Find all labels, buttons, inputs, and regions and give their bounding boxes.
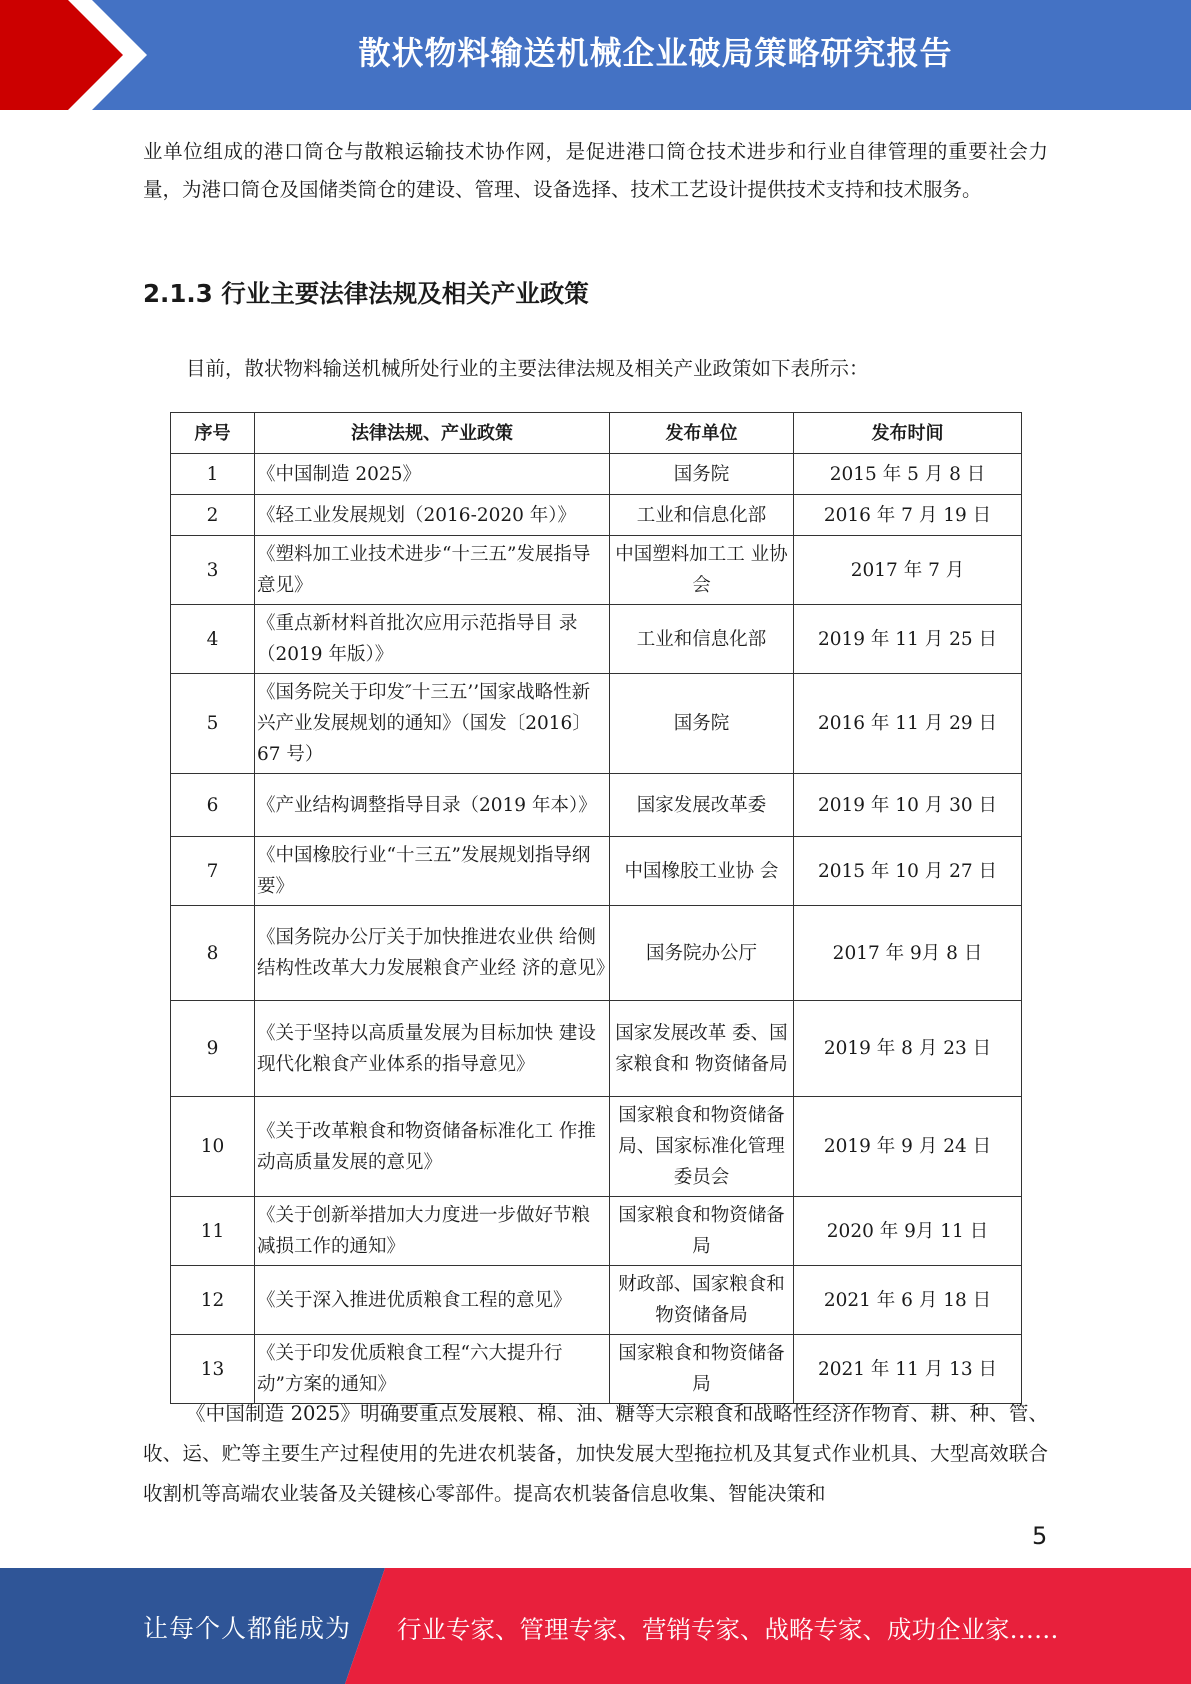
table-row: [171, 774, 1022, 837]
body-paragraph: 《中国制造 2025》明确要重点发展粮、棉、油、糖等大宗粮食和战略性经济作物育、耕、种、管、收、运、贮等主要生产过程使用的先进农机装备，加快发展大型拖拉机及其复式作业机具、大型高效联合收割机等高端农业装备及关键核心零部件。提高农机装备信息收集、智能决策和: [143, 1402, 1048, 1505]
header-policy: 法律法规、产业政策: [255, 413, 610, 454]
issue-date: 2020 年 9月 11 日: [794, 1197, 1022, 1266]
issuer: 国务院: [610, 674, 794, 774]
issue-date: 2019 年 11 月 25 日: [794, 605, 1022, 674]
issuer: 中国橡胶工业协 会: [610, 837, 794, 906]
issuer: 国家发展改革 委、国家粮食和 物资储备局: [610, 1001, 794, 1097]
page-header: [0, 0, 1191, 110]
issue-date: 2019 年 10 月 30 日: [794, 774, 1022, 837]
table-row: [171, 674, 1022, 774]
table-row: [171, 1266, 1022, 1335]
row-number: 3: [171, 536, 255, 605]
header-date: 发布时间: [794, 413, 1022, 454]
page-number: 5: [1032, 1522, 1048, 1550]
row-number: 4: [171, 605, 255, 674]
policy-name: 《中国制造 2025》: [255, 454, 610, 495]
issue-date: 2017 年 9月 8 日: [794, 906, 1022, 1001]
issuer: 工业和信息化部: [610, 495, 794, 536]
issuer: 国家粮食和物资储备局、国家标准化管理委员会: [610, 1097, 794, 1197]
issue-date: 2021 年 11 月 13 日: [794, 1335, 1022, 1404]
issue-date: 2016 年 7 月 19 日: [794, 495, 1022, 536]
issuer: 国家粮食和物资储备局: [610, 1335, 794, 1404]
row-number: 8: [171, 906, 255, 1001]
header-no: 序号: [171, 413, 255, 454]
policy-name: 《重点新材料首批次应用示范指导目 录（2019 年版）》: [255, 605, 610, 674]
table-row: [171, 495, 1022, 536]
issuer: 国家发展改革委: [610, 774, 794, 837]
row-number: 6: [171, 774, 255, 837]
row-number: 10: [171, 1097, 255, 1197]
policy-name: 《塑料加工业技术进步“十三五”发展指导意见》: [255, 536, 610, 605]
row-number: 2: [171, 495, 255, 536]
issuer: 国务院办公厅: [610, 906, 794, 1001]
policy-name: 《关于创新举措加大力度进一步做好节粮减损工作的通知》: [255, 1197, 610, 1266]
table-row: [171, 906, 1022, 1001]
issue-date: 2017 年 7 月: [794, 536, 1022, 605]
row-number: 11: [171, 1197, 255, 1266]
page-footer: [0, 1568, 1191, 1684]
issuer: 国务院: [610, 454, 794, 495]
policy-name: 《轻工业发展规划（2016-2020 年）》: [255, 495, 610, 536]
table-row: [171, 1097, 1022, 1197]
table-row: [171, 605, 1022, 674]
report-title: 散状物料输送机械企业破局策略研究报告: [358, 34, 953, 72]
table-row: [171, 837, 1022, 906]
issue-date: 2019 年 8 月 23 日: [794, 1001, 1022, 1097]
issuer: 财政部、国家粮食和物资储备局: [610, 1266, 794, 1335]
table-row: [171, 1197, 1022, 1266]
row-number: 12: [171, 1266, 255, 1335]
row-number: 7: [171, 837, 255, 906]
row-number: 13: [171, 1335, 255, 1404]
policy-name: 《关于印发优质粮食工程“六大提升行动”方案的通知》: [255, 1335, 610, 1404]
header-issuer: 发布单位: [610, 413, 794, 454]
policy-table: [170, 412, 1022, 1404]
table-intro: 目前，散状物料输送机械所处行业的主要法律法规及相关产业政策如下表所示：: [186, 357, 869, 380]
issuer: 工业和信息化部: [610, 605, 794, 674]
policy-name: 《国务院关于印发″十三五’’国家战略性新兴产业发展规划的通知》（国发〔2016〕 67 号）: [255, 674, 610, 774]
issuer: 中国塑料加工工 业协会: [610, 536, 794, 605]
section-heading: 2.1.3 行业主要法律法规及相关产业政策: [143, 279, 589, 308]
footer-slogan-lead: 让每个人都能成为: [143, 1614, 352, 1643]
issue-date: 2015 年 5 月 8 日: [794, 454, 1022, 495]
issue-date: 2021 年 6 月 18 日: [794, 1266, 1022, 1335]
issue-date: 2019 年 9 月 24 日: [794, 1097, 1022, 1197]
policy-name: 《国务院办公厅关于加快推进农业供 给侧结构性改革大力发展粮食产业经 济的意见》: [255, 906, 610, 1001]
row-number: 5: [171, 674, 255, 774]
policy-name: 《关于改革粮食和物资储备标准化工 作推动高质量发展的意见》: [255, 1097, 610, 1197]
policy-name: 《关于坚持以高质量发展为目标加快 建设现代化粮食产业体系的指导意见》: [255, 1001, 610, 1097]
table-header-row: [171, 413, 1022, 454]
table-row: [171, 454, 1022, 495]
row-number: 9: [171, 1001, 255, 1097]
issue-date: 2016 年 11 月 29 日: [794, 674, 1022, 774]
policy-name: 《中国橡胶行业“十三五”发展规划指导纲要》: [255, 837, 610, 906]
policy-name: 《产业结构调整指导目录（2019 年本）》: [255, 774, 610, 837]
footer-slogan-roles: 行业专家、管理专家、营销专家、战略专家、成功企业家……: [397, 1615, 1059, 1644]
policy-name: 《关于深入推进优质粮食工程的意见》: [255, 1266, 610, 1335]
row-number: 1: [171, 454, 255, 495]
table-row: [171, 536, 1022, 605]
table-row: [171, 1001, 1022, 1097]
body-paragraph: 业单位组成的港口筒仓与散粮运输技术协作网，是促进港口筒仓技术进步和行业自律管理的重要社会力量，为港口筒仓及国储类筒仓的建设、管理、设备选择、技术工艺设计提供技术支持和技术服务。: [143, 140, 1048, 201]
issue-date: 2015 年 10 月 27 日: [794, 837, 1022, 906]
issuer: 国家粮食和物资储备局: [610, 1197, 794, 1266]
